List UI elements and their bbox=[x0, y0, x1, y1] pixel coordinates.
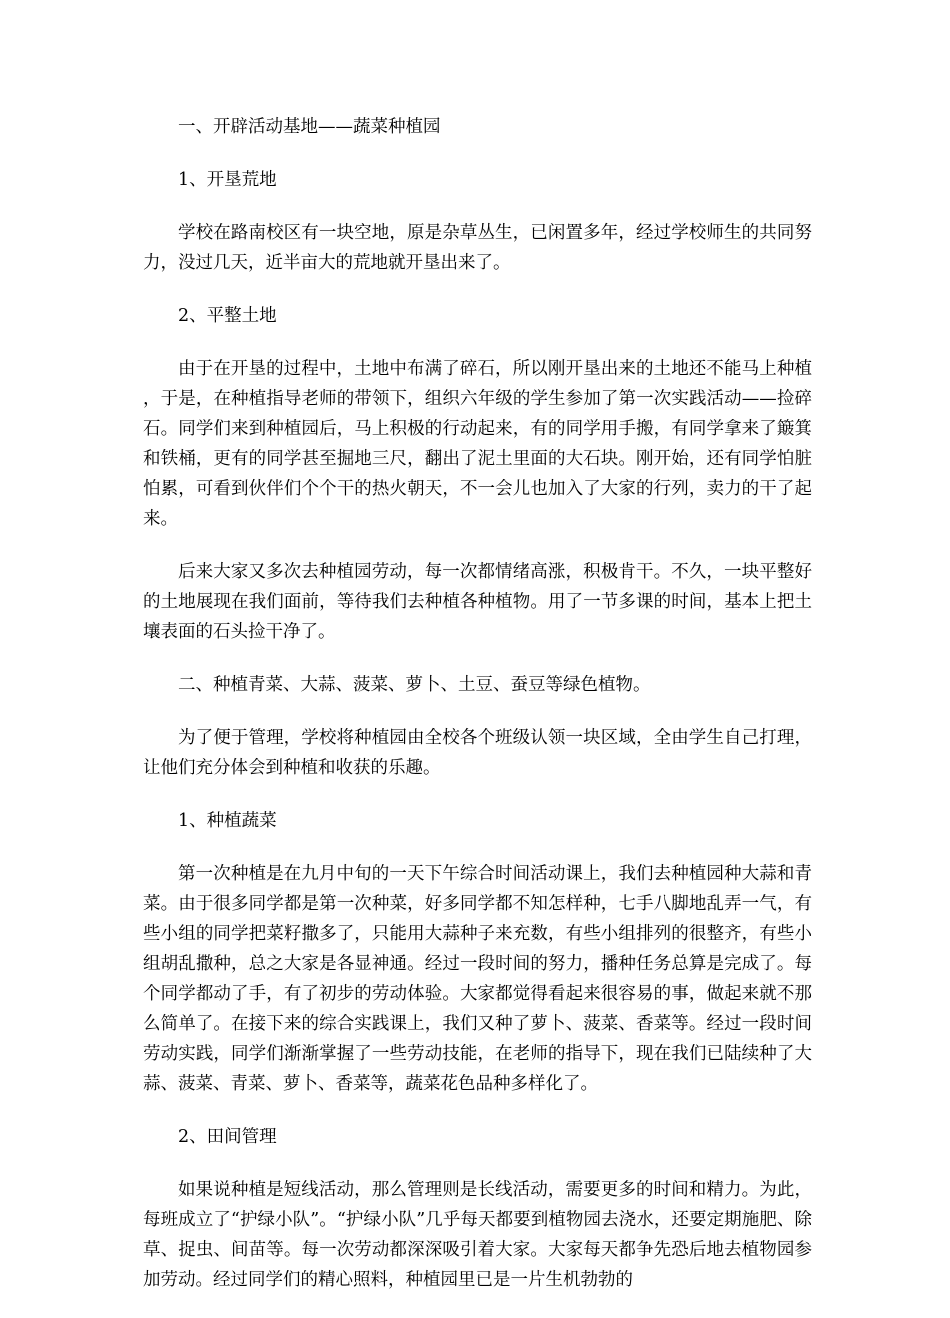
body-paragraph: 为了便于管理，学校将种植园由全校各个班级认领一块区域，全由学生自己打理，让他们充分体会到种植和收获的乐趣。 bbox=[143, 728, 812, 778]
document-page bbox=[143, 112, 812, 1318]
body-paragraph: 如果说种植是短线活动，那么管理则是长线活动，需要更多的时间和精力。为此，每班成立了“护绿小队”。“护绿小队”几乎每天都要到植物园去浇水，还要定期施肥、除草、捉虫、间苗等。每一次劳动都深深吸引着大家。大家每天都争先恐后地去植物园参加劳动。经过同学们的精心照料，种植园里已是一片生机勃勃的 bbox=[143, 1180, 812, 1290]
subsection-heading: 2、平整土地 bbox=[178, 306, 277, 326]
section-heading: 二、种植青菜、大蒜、菠菜、萝卜、土豆、蚕豆等绿色植物。 bbox=[178, 675, 651, 695]
body-paragraph: 由于在开垦的过程中，土地中布满了碎石，所以刚开垦出来的土地还不能马上种植，于是，在种植指导老师的带领下，组织六年级的学生参加了第一次实践活动——捡碎石。同学们来到种植园后，马上积极的行动起来，有的同学用手搬，有同学拿来了簸箕和铁桶，更有的同学甚至掘地三尺，翻出了泥土里面的大石块。刚开始，还有同学怕脏怕累，可看到伙伴们个个干的热火朝天，不一会儿也加入了大家的行列，卖力的干了起来。 bbox=[143, 359, 812, 529]
subsection-heading: 2、田间管理 bbox=[178, 1127, 277, 1147]
body-paragraph: 学校在路南校区有一块空地，原是杂草丛生，已闲置多年，经过学校师生的共同努力，没过几天，近半亩大的荒地就开垦出来了。 bbox=[143, 223, 812, 273]
section-heading: 一、开辟活动基地——蔬菜种植园 bbox=[178, 117, 441, 137]
body-paragraph: 后来大家又多次去种植园劳动，每一次都情绪高涨，积极肯干。不久，一块平整好的土地展现在我们面前，等待我们去种植各种植物。用了一节多课的时间，基本上把土壤表面的石头捡干净了。 bbox=[143, 562, 812, 642]
body-paragraph: 第一次种植是在九月中旬的一天下午综合时间活动课上，我们去种植园种大蒜和青菜。由于很多同学都是第一次种菜，好多同学都不知怎样种，七手八脚地乱弄一气，有些小组的同学把菜籽撒多了，只能用大蒜种子来充数，有些小组排列的很整齐，有些小组胡乱撒种，总之大家是各显神通。经过一段时间的努力，播种任务总算是完成了。每个同学都动了手，有了初步的劳动体验。大家都觉得看起来很容易的事，做起来就不那么简单了。在接下来的综合实践课上，我们又种了萝卜、菠菜、香菜等。经过一段时间劳动实践，同学们渐渐掌握了一些劳动技能，在老师的指导下，现在我们已陆续种了大蒜、菠菜、青菜、萝卜、香菜等，蔬菜花色品种多样化了。 bbox=[143, 864, 812, 1094]
subsection-heading: 1、种植蔬菜 bbox=[178, 811, 277, 831]
subsection-heading: 1、开垦荒地 bbox=[178, 170, 277, 190]
